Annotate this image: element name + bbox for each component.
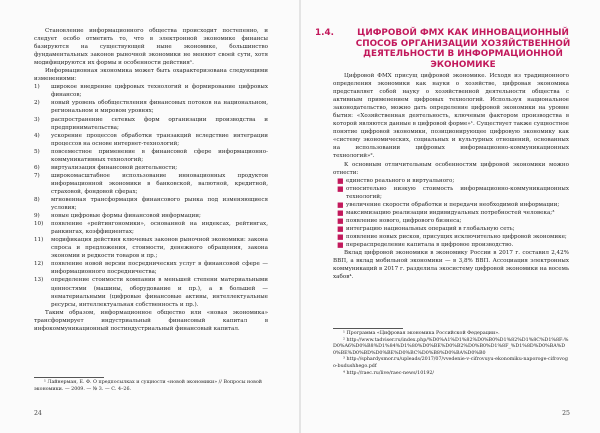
list-item: ■ максимизацию реализации индивидуальных потребностей человека;³ <box>337 208 555 217</box>
right-footnotes <box>333 328 569 377</box>
footnote-separator <box>34 377 104 378</box>
footnote-separator <box>333 328 403 329</box>
right-page <box>301 0 600 433</box>
bullet-icon: ■ <box>337 232 344 241</box>
left-body <box>34 27 268 333</box>
list-item: 7) широкомасштабное использование инновационных продуктов информационной экономики в банковской, валютной, кредитной, страховой, фондовой сферах; <box>34 172 268 195</box>
left-conclusion-paragraph: Таким образом, информационное общество или «новая экономика» трансформирует индустриальный финансовый капитал в инфокоммуникационный постиндустриальный финансовый капитал. <box>34 309 268 332</box>
footnote: ³ http://sphardysmor.ru/upleads/2017/07/vvedenie-v-cifrovuyu-ekonomiku-naporoge-cifrovogo-budushhego.pdf <box>333 357 568 369</box>
list-item: 3) распространение сетевых форм организации производства и предпринимательства; <box>34 116 268 131</box>
list-item: 2) новый уровень обобществления финансовых потоков на национальном, региональном и мировом уровнях; <box>34 100 268 115</box>
list-item: 4) ускорение процессов обработки транзакций вследствие интеграции процессов на основе интернет-технологий; <box>34 132 268 147</box>
left-page <box>0 0 299 433</box>
list-item: 12) появление новой версии посреднических услуг в финансовой сфере — информационного посредничества; <box>34 261 268 276</box>
list-item: ■ появление нового, цифрового бизнеса; <box>337 216 462 225</box>
list-item: 8) мгновенная трансформация финансового рынка под изменяющиеся условия; <box>34 196 268 212</box>
list-item: ■ относительно низкую стоимость информационно-коммуникационных технологий; <box>337 184 569 200</box>
list-item: ■ единство реального и виртуального; <box>337 176 455 185</box>
right-body <box>333 72 569 281</box>
right-conclusion-paragraph: Вклад цифровой экономики в экономику России в 2017 г. составил 2,42% ВВП, а вклад мобильной экономики — в 3,8% ВВП. Ассоциация электронных коммуникаций в 2017 г. разделила экосистему цифровой экономики на восемь хабов⁴. <box>333 250 569 281</box>
left-footnotes <box>34 377 268 393</box>
page-number: 24 <box>34 410 42 417</box>
features-list <box>333 177 569 249</box>
list-item: 5) повсеместное применение в финансовой сфере информационно-коммуникативных технологий; <box>34 148 268 163</box>
bullet-icon: ■ <box>337 200 344 209</box>
list-item: ■ перераспределение капитала в цифровое производство. <box>337 240 514 249</box>
list-item: 6) виртуализация финансовой деятельности; <box>34 164 178 171</box>
list-item: ■ появление новых рисков, присущих исключительно цифровой экономике; <box>337 232 567 241</box>
section-title: ЦИФРОВОЙ ФМХ КАК ИННОВАЦИОННЫЙ СПОСОБ ОРГАНИЗАЦИИ ХОЗЯЙСТВЕННОЙ ДЕЯТЕЛЬНОСТИ В ИНФОРМАЦИОННОЙ ЭКОНОМИКЕ <box>355 28 571 70</box>
list-item: 13) определение стоимости компании в меньшей степени материальными ценностями (машины, оборудование и пр.), а в большей — нематериальными (цифровые финансовые активы, интеллектуальные ресурсы, интеллектуальная собственность и пр.). <box>34 277 268 308</box>
right-intro-paragraph: Цифровой ФМХ присущ цифровой экономике. Исходя из традиционного определения экономики как науки о хозяйстве, цифровая экономика представляет собой науку о хозяйственной деятельности общества с активным применением цифровых технологий. Используя национальное законодательство, можно дать определение цифровой экономики на уровне бытия: «Хозяйственная деятельность, ключевым фактором производства в которой являются данные в цифровой форме»¹. Существует также сущностное понятие цифровой экономики, позиционирующее цифровую экономику как «систему экономических, социальных и культурных отношений, основанных на использовании цифровых информационно-коммуникационных технологий»². <box>333 73 569 160</box>
bullet-icon: ■ <box>337 224 344 233</box>
bullet-icon: ■ <box>337 208 344 217</box>
left-list-intro: Информационная экономика может быть охарактеризована следующими изменениями: <box>34 68 268 83</box>
list-item: 11) модификация действия ключевых законов рыночной экономики: закона спроса и предложения, стоимости, денежного обращения, закона экономии и редкости товаров и пр.; <box>34 237 268 260</box>
page-number: 25 <box>562 410 570 417</box>
list-item: 1) широкое внедрение цифровых технологий и формирование цифровых финансов; <box>34 84 268 99</box>
footnote: ¹ Программа «Цифровая экономика Российской Федерации». <box>343 331 500 336</box>
left-intro-paragraph: Становление информационного общества происходит постепенно, и следует особо отметить то, что в электронной экономике финансы базируются на существующей ныне экономике, большинство фундаментальных законов рыночной экономики не меняют своей сути, хотя модифицируются их формы и особенности действия¹. <box>34 28 268 67</box>
list-item: ■ интеграцию национальных операций в глобальную сеть; <box>337 224 515 233</box>
bullet-icon: ■ <box>337 240 344 249</box>
footnote: ² http://www.tadviser.ru/index.php/%D0%A1%D1%82%D0%B0%D1%82%D1%8C%D1%8F:%D0%A6%D0%B8%D1%84%D1%80%D0%BE%D0%B2%D0%B0%D1%8F_%D1%8D%D0%BA%D0%BE%D0%BD%D0%BE%D0%BC%D0%B8%D0%BA%D0%B0 <box>333 337 569 356</box>
left-changes-list <box>34 83 268 308</box>
bullet-icon: ■ <box>337 216 344 225</box>
list-item: 10) появление «рейтингономики», основанной на индексах, рейтингах, ранкингах, коэффициентах; <box>34 221 268 236</box>
right-list-intro: К основным отличительным особенностям цифровой экономики можно отнести: <box>333 161 569 176</box>
footnote: ⁴ http://raec.ru/live/raec-news/10192/ <box>343 370 435 376</box>
list-item: ■ увеличение скорости обработки и передачи необходимой информации; <box>337 200 560 209</box>
bullet-icon: ■ <box>337 184 344 193</box>
footnote: ¹ Лайнерман, Е. Ф. О предпосылках и сущности «новой экономики» // Вопросы новой экономики. — 2009. — № 3. — С. 4–26. <box>34 380 262 392</box>
list-item: 9) новые цифровые формы финансовой информации; <box>34 213 201 220</box>
section-number: 1.4. <box>315 28 334 38</box>
bullet-icon: ■ <box>337 176 344 185</box>
section-heading <box>315 28 579 70</box>
